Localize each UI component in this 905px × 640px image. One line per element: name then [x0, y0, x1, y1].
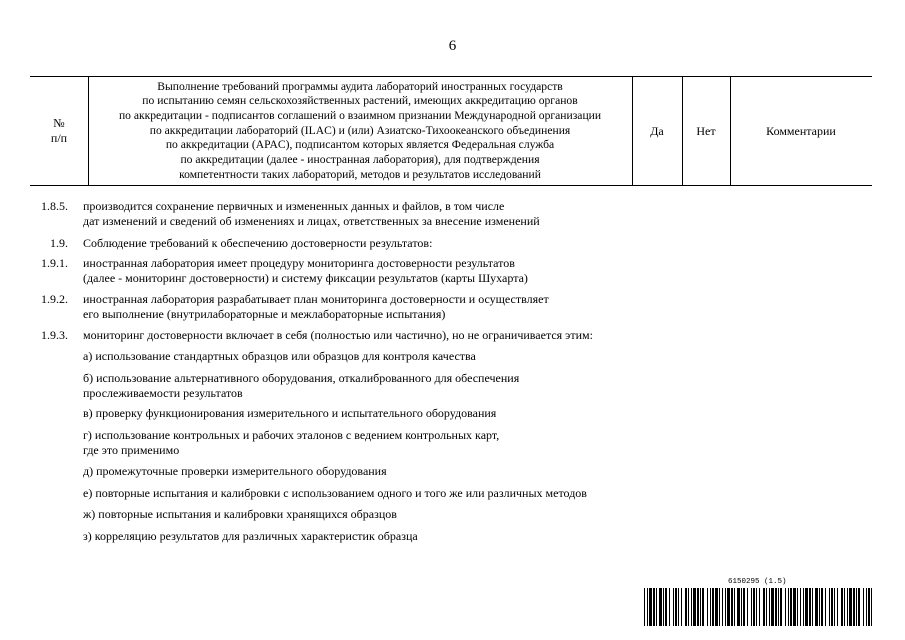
list-item: ж) повторные испытания и калибровки хранящихся образцов [83, 507, 397, 521]
row-text: мониторинг достоверности включает в себя (полностью или частично), но не ограничивается этим: [83, 328, 593, 342]
barcode-caption: 6150295 (1.5) [728, 578, 787, 586]
barcode-icon [644, 588, 872, 626]
row-number: 1.9.2. [41, 292, 68, 306]
list-item: в) проверку функционирования измерительного и испытательного оборудования [83, 406, 497, 420]
column-header-requirement: Выполнение требований программы аудита лабораторий иностранных государств по испытанию семян сельскохозяйственных растений, имеющих аккредитацию органов по аккредитации - подписантов соглашений о взаимном признании Международной организации по аккредитации лабораторий (ILAC) и (или) Азиатско-Тихоокеанского объединения по аккредитации (APAC), подписантом которых является Федеральная служба по аккредитации (далее - иностранная лаборатория), для подтверждения компетентности таких лабораторий, методов и результатов исследований [118, 79, 602, 181]
row-number: 1.9.3. [41, 328, 68, 342]
list-item: е) повторные испытания и калибровки с использованием одного и того же или различных методов [83, 486, 587, 500]
table-header [30, 76, 872, 186]
page-number: 6 [448, 38, 457, 54]
column-header-no: Нет [696, 123, 716, 138]
list-item: а) использование стандартных образцов или образцов для контроля качества [83, 349, 476, 363]
row-number: 1.8.5. [41, 199, 68, 213]
row-number: 1.9. [50, 236, 68, 250]
row-text: Соблюдение требований к обеспечению достоверности результатов: [83, 236, 433, 250]
row-text: производится сохранение первичных и измененных данных и файлов, в том числе дат изменений и сведений об изменениях и лицах, ответственных за внесение изменений [83, 199, 540, 228]
column-header-comments: Комментарии [766, 123, 836, 138]
list-item: б) использование альтернативного оборудования, откалиброванного для обеспечения прослеживаемости результатов [83, 371, 520, 400]
column-header-number: № п/п [50, 116, 68, 145]
row-number: 1.9.1. [41, 256, 68, 270]
row-text: иностранная лаборатория разрабатывает план мониторинга достоверности и осуществляет его выполнение (внутрилабораторные и межлабораторные испытания) [83, 292, 549, 321]
list-item: з) корреляцию результатов для различных характеристик образца [83, 529, 418, 543]
list-item: г) использование контрольных и рабочих эталонов с ведением контрольных карт, где это применимо [83, 428, 500, 457]
list-item: д) промежуточные проверки измерительного оборудования [83, 464, 387, 478]
document-barcode [644, 578, 872, 628]
row-text: иностранная лаборатория имеет процедуру мониторинга достоверности результатов (далее - мониторинг достоверности) и систему фиксации результатов (карты Шухарта) [83, 256, 528, 285]
column-header-yes: Да [650, 123, 664, 138]
